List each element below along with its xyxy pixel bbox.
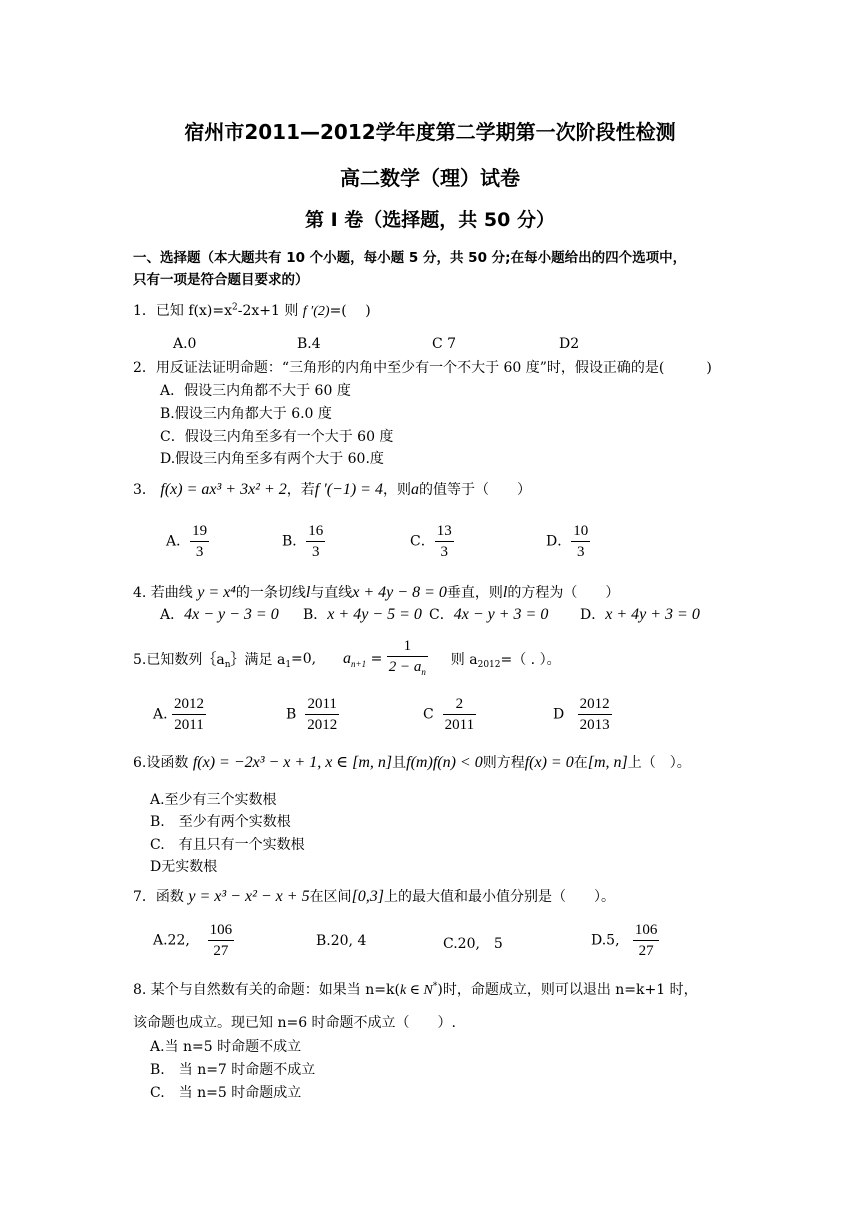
q4-option-a <box>160 604 279 624</box>
q1-text-c: =( ) <box>329 303 371 319</box>
q5-option-d <box>553 694 612 735</box>
q2-option-a: A．假设三内角都不大于 60 度 <box>160 383 351 399</box>
numerator: 13 <box>435 521 454 542</box>
q2-option-b: B.假设三内角都大于 6.0 度 <box>160 406 332 422</box>
q3-option-b <box>282 521 325 562</box>
q4-text-d: 垂直，则 <box>446 585 503 601</box>
question-8-stem-line1 <box>133 979 698 999</box>
denominator: 2012 <box>307 717 338 733</box>
section-heading-line2: 只有一项是符合题目要求的） <box>133 272 309 288</box>
q5-sub-n: n <box>224 659 231 670</box>
q3-option-c <box>410 521 454 562</box>
q3-option-d <box>546 521 590 562</box>
denominator: 27 <box>638 943 654 959</box>
numerator: 16 <box>306 521 325 542</box>
q4-text-c: 与直线 <box>310 585 353 601</box>
q8-text-a: 8. 某个与自然数有关的命题：如果当 n=k( <box>133 982 400 998</box>
q4-curve: y = x⁴ <box>197 584 236 601</box>
denominator <box>387 657 428 682</box>
denominator: 2011 <box>444 717 475 733</box>
q7-text-a: 7．函数 <box>133 889 184 905</box>
q4-text-a: 4. 若曲线 <box>133 585 193 601</box>
denominator: 2013 <box>579 717 610 733</box>
q4-line-l2: l <box>502 584 508 601</box>
q6-interval: [m, n] <box>587 754 628 771</box>
q5-option-b-label: B <box>286 706 297 723</box>
q3-text-mid: ，若 <box>286 482 315 498</box>
q7-option-a-label: A.22, <box>153 932 190 949</box>
q5-option-a-label: A. <box>153 706 168 723</box>
q7-option-d-label: D.5, <box>591 932 620 949</box>
q5-text-a: 5.已知数列｛a <box>133 652 225 668</box>
numerator: 2011 <box>305 694 339 715</box>
q6-text-d: 在 <box>573 755 588 771</box>
denominator: 27 <box>213 943 229 959</box>
numerator: 19 <box>190 521 209 542</box>
q6-text-a: 6.设函数 <box>133 755 189 771</box>
q3-option-c-label: C． <box>410 533 435 550</box>
numerator: 1 <box>387 636 428 657</box>
q5-option-b-fraction <box>305 694 339 735</box>
q7-function: y = x³ − x² − x + 5 <box>188 888 310 905</box>
q3-option-b-fraction <box>306 521 325 562</box>
q5-option-d-label: D <box>553 706 565 723</box>
exam-title: 宿州市2011—2012学年度第二学期第一次阶段性检测 <box>184 120 676 144</box>
q6-option-d: D无实数根 <box>150 859 218 875</box>
q2-option-c: C．假设三内角至多有一个大于 60 度 <box>160 429 394 445</box>
question-5-stem <box>133 636 561 682</box>
q3-option-d-label: D． <box>546 533 572 550</box>
q5-option-c <box>423 694 476 735</box>
q4-option-a-label: A． <box>160 607 185 623</box>
exam-subtitle: 高二数学（理）试卷 <box>340 166 520 190</box>
q7-interval: [0,3] <box>351 888 385 905</box>
q8-star: * <box>432 981 438 992</box>
numerator: 2012 <box>172 694 206 715</box>
denominator: 3 <box>312 544 320 560</box>
q5-sub-1: 1 <box>285 659 292 670</box>
q5-option-c-fraction <box>443 694 476 735</box>
q5-option-d-fraction <box>578 694 612 735</box>
q7-option-d-fraction <box>633 920 660 961</box>
numerator: 106 <box>633 920 660 941</box>
q5-option-c-label: C <box>423 706 434 723</box>
question-8-stem-line2: 该命题也成立。现已知 n=6 时命题不成立（ ）. <box>133 1015 457 1031</box>
question-3-stem <box>133 479 531 499</box>
q7-option-b: B.20, 4 <box>316 933 367 949</box>
numerator: 10 <box>571 521 590 542</box>
q7-option-a-fraction <box>208 920 235 961</box>
q8-condition: k ∈ N <box>399 983 433 998</box>
question-1-stem <box>133 300 371 320</box>
q6-option-a: A.至少有三个实数根 <box>150 792 277 808</box>
q1-option-d: D2 <box>559 336 580 352</box>
q1-text-a: 1．已知 f(x)=x <box>133 303 232 319</box>
part-title: 第 I 卷（选择题，共 50 分） <box>305 209 555 231</box>
q5-lhs: a <box>343 650 352 667</box>
q7-option-c: C.20, 5 <box>443 936 503 952</box>
q4-text-b: 的一条切线 <box>235 585 306 601</box>
q7-text-b: 在区间 <box>309 889 352 905</box>
denominator: 3 <box>195 544 204 560</box>
q4-option-b-label: B． <box>303 607 328 623</box>
q7-option-a <box>153 920 234 961</box>
question-4-stem <box>133 582 619 602</box>
q3-condition: f ′(−1) = 4 <box>314 481 383 498</box>
q3-option-a-fraction <box>190 521 209 562</box>
question-6-stem <box>133 752 691 772</box>
q6-function: f(x) = −2x³ − x + 1, x ∈ [m, n] <box>192 754 393 771</box>
q6-option-b: B. 至少有两个实数根 <box>150 814 291 830</box>
q1-expr: f ′(2) <box>302 304 330 319</box>
q3-option-a-label: A． <box>166 533 191 550</box>
q8-option-b: B. 当 n=7 时命题不成立 <box>150 1062 316 1078</box>
q6-condition: f(m)f(n) < 0 <box>406 754 483 771</box>
q4-option-c <box>429 604 548 624</box>
q1-option-b: B.4 <box>297 336 321 352</box>
numerator: 2 <box>443 694 476 715</box>
q5-den-text: 2 − a <box>388 659 422 675</box>
q2-option-d: D.假设三内角至多有两个大于 60.度 <box>160 451 384 467</box>
q3-option-c-fraction <box>435 521 454 562</box>
q6-text-b: 且 <box>392 755 407 771</box>
q1-option-c: C 7 <box>432 336 457 352</box>
q8-option-a: A.当 n=5 时命题不成立 <box>150 1039 302 1055</box>
q5-lhs-sub: n+1 <box>351 658 367 669</box>
q3-option-d-fraction <box>571 521 590 562</box>
q5-option-a <box>153 694 206 735</box>
q3-number: 3． <box>133 482 156 498</box>
q1-text-b: -2x+1 则 <box>237 303 299 319</box>
q5-recurrence-fraction <box>387 636 428 682</box>
q3-text-tail1: ，则 <box>382 482 411 498</box>
q5-text-d: 则 a <box>450 652 478 668</box>
q5-equals: = <box>366 651 387 667</box>
denominator: 3 <box>440 544 448 560</box>
q4-option-d-label: D． <box>580 607 606 623</box>
question-7-stem <box>133 886 615 906</box>
q7-option-d <box>591 920 659 961</box>
q3-option-a <box>166 521 209 562</box>
q3-option-b-label: B． <box>282 533 307 550</box>
q6-option-c: C. 有且只有一个实数根 <box>150 837 305 853</box>
question-2-stem: 2．用反证法证明命题：“三角形的内角中至少有一个不大于 60 度”时，假设正确的是( ) <box>133 360 712 376</box>
q4-option-a-eq: 4x − y − 3 = 0 <box>184 606 279 623</box>
q5-option-a-fraction <box>172 694 206 735</box>
q5-text-b: ｝满足 a <box>230 652 286 668</box>
q6-equation: f(x) = 0 <box>524 754 574 771</box>
q5-text-e: =（ . ）。 <box>500 652 561 668</box>
q8-option-c: C. 当 n=5 时命题成立 <box>150 1085 302 1101</box>
q4-option-c-eq: 4x − y + 3 = 0 <box>453 606 549 623</box>
q1-option-a: A.0 <box>173 336 197 352</box>
q5-den-sub: n <box>421 667 426 677</box>
q3-text-tail2: 的值等于（ ） <box>418 482 531 498</box>
q5-text-c: =0, <box>291 651 317 667</box>
q6-text-e: 上（ ）。 <box>627 755 691 771</box>
denominator: 2011 <box>174 717 204 733</box>
q6-text-c: 则方程 <box>482 755 525 771</box>
q4-option-d <box>580 604 700 624</box>
q1-sup: 2 <box>231 302 238 313</box>
q5-option-b <box>286 694 339 735</box>
section-heading-line1: 一、选择题（本大题共有 10 个小题，每小题 5 分，共 50 分;在每小题给出的四个选项中， <box>133 250 687 266</box>
q4-text-e: 的方程为（ ） <box>507 585 620 601</box>
denominator: 3 <box>576 544 585 560</box>
q7-text-c: 上的最大值和最小值分别是（ ）。 <box>384 889 616 905</box>
numerator: 2012 <box>578 694 612 715</box>
q3-function: f(x) = ax³ + 3x² + 2 <box>160 481 287 498</box>
q3-variable: a <box>410 481 419 498</box>
q4-option-c-label: C． <box>429 607 454 623</box>
q4-line-l: l <box>305 584 311 601</box>
q4-option-b <box>303 604 422 624</box>
q4-given-line: x + 4y − 8 = 0 <box>352 584 447 601</box>
q5-sub-2012: 2012 <box>477 659 501 670</box>
numerator: 106 <box>208 920 235 941</box>
q8-text-b: )时，命题成立，则可以退出 n=k+1 时， <box>437 982 698 998</box>
q4-option-b-eq: x + 4y − 5 = 0 <box>327 606 422 623</box>
q4-option-d-eq: x + 4y + 3 = 0 <box>605 606 700 623</box>
